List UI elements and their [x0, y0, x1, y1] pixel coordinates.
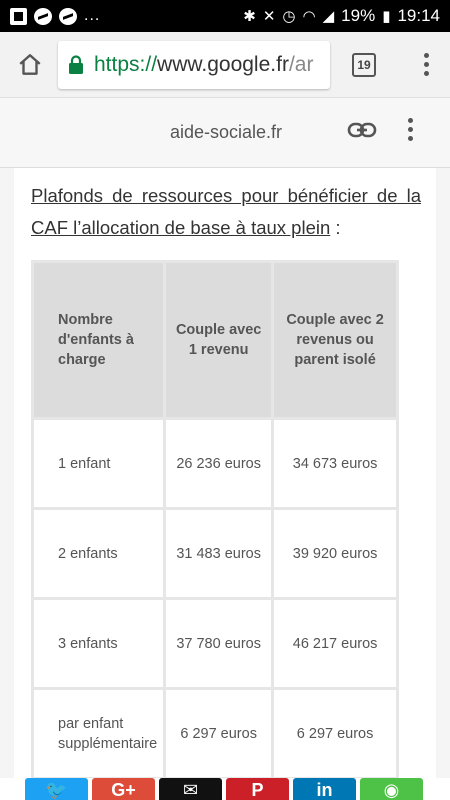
messenger-notification-icon: [34, 8, 52, 25]
share-linkedin-button[interactable]: [293, 778, 356, 800]
home-icon: [17, 52, 43, 78]
table-cell-value: 26 236 euros: [166, 420, 271, 507]
table-cell-children: par enfant supplémentaire: [34, 690, 163, 777]
whatsapp-icon: ◉: [383, 780, 400, 800]
heading-suffix: :: [330, 217, 341, 238]
menu-dot-icon: [424, 62, 429, 67]
share-pinterest-button[interactable]: [226, 778, 289, 800]
table-cell-value: 34 673 euros: [274, 420, 396, 507]
address-bar[interactable]: [58, 41, 330, 89]
table-cell-value: 6 297 euros: [274, 690, 396, 777]
url-scheme: https: [94, 52, 140, 76]
amp-viewer-header: [0, 98, 450, 168]
tab-switcher-button[interactable]: 19: [352, 53, 376, 77]
table-header-row: [34, 263, 396, 417]
menu-dot-icon: [408, 127, 413, 132]
flipboard-notification-icon: [10, 8, 27, 25]
pinterest-icon: P: [251, 780, 264, 800]
heading-link[interactable]: Plafonds de ressources pour bénéficier de la CAF l’allocation de base à taux plein: [31, 185, 421, 238]
menu-dot-icon: [424, 71, 429, 76]
status-bar: [0, 0, 450, 32]
table-row: [34, 420, 396, 507]
browser-menu-button[interactable]: [416, 53, 436, 76]
social-share-bar: [0, 778, 450, 800]
link-icon[interactable]: [347, 119, 377, 141]
lock-icon: [68, 55, 84, 75]
wifi-icon: ◠: [302, 8, 316, 25]
browser-toolbar: [0, 32, 450, 98]
page-content: [0, 168, 450, 778]
home-button[interactable]: [10, 45, 50, 85]
clock: 19:14: [397, 6, 440, 25]
table-cell-children: 2 enfants: [34, 510, 163, 597]
column-header-children: Nombre d'enfants à charge: [34, 263, 163, 417]
share-google-plus-button[interactable]: [92, 778, 155, 800]
linkedin-icon: in: [316, 780, 333, 800]
alarm-icon: ◷: [282, 8, 296, 25]
email-icon: ✉: [182, 780, 199, 800]
battery-level: 19%: [341, 6, 376, 25]
section-heading: [31, 180, 421, 244]
table-cell-children: 1 enfant: [34, 420, 163, 507]
article: [14, 168, 436, 778]
battery-icon: ▮: [382, 8, 391, 25]
table-cell-value: 31 483 euros: [166, 510, 271, 597]
table-row: [34, 510, 396, 597]
url-separator: ://: [139, 52, 158, 76]
share-email-button[interactable]: [159, 778, 222, 800]
table-cell-children: 3 enfants: [34, 600, 163, 687]
menu-dot-icon: [424, 53, 429, 58]
table-row: [34, 690, 396, 777]
column-header-two-incomes: Couple avec 2 revenus ou parent isolé: [274, 263, 396, 417]
more-notifications-indicator: ...: [84, 7, 101, 24]
amp-menu-button[interactable]: [408, 118, 413, 141]
income-ceiling-table: [31, 260, 399, 778]
twitter-icon: 🐦: [45, 780, 68, 800]
share-whatsapp-button[interactable]: [360, 778, 423, 800]
mute-icon: ✕: [262, 8, 276, 25]
signal-icon: ◢: [322, 8, 335, 25]
google-plus-icon: G+: [111, 780, 136, 800]
source-domain[interactable]: aide-sociale.fr: [170, 122, 283, 142]
table-cell-value: 39 920 euros: [274, 510, 396, 597]
column-header-one-income: Couple avec 1 revenu: [166, 263, 271, 417]
table-row: [34, 600, 396, 687]
table-cell-value: 46 217 euros: [274, 600, 396, 687]
table-cell-value: 6 297 euros: [166, 690, 271, 777]
table-cell-value: 37 780 euros: [166, 600, 271, 687]
messenger-notification-icon-2: [59, 8, 77, 25]
menu-dot-icon: [408, 118, 413, 123]
bluetooth-icon: ✱: [243, 8, 256, 25]
menu-dot-icon: [408, 136, 413, 141]
url-host: www.google.fr: [157, 52, 289, 76]
url-path: /ar: [288, 52, 314, 76]
share-twitter-button[interactable]: [25, 778, 88, 800]
